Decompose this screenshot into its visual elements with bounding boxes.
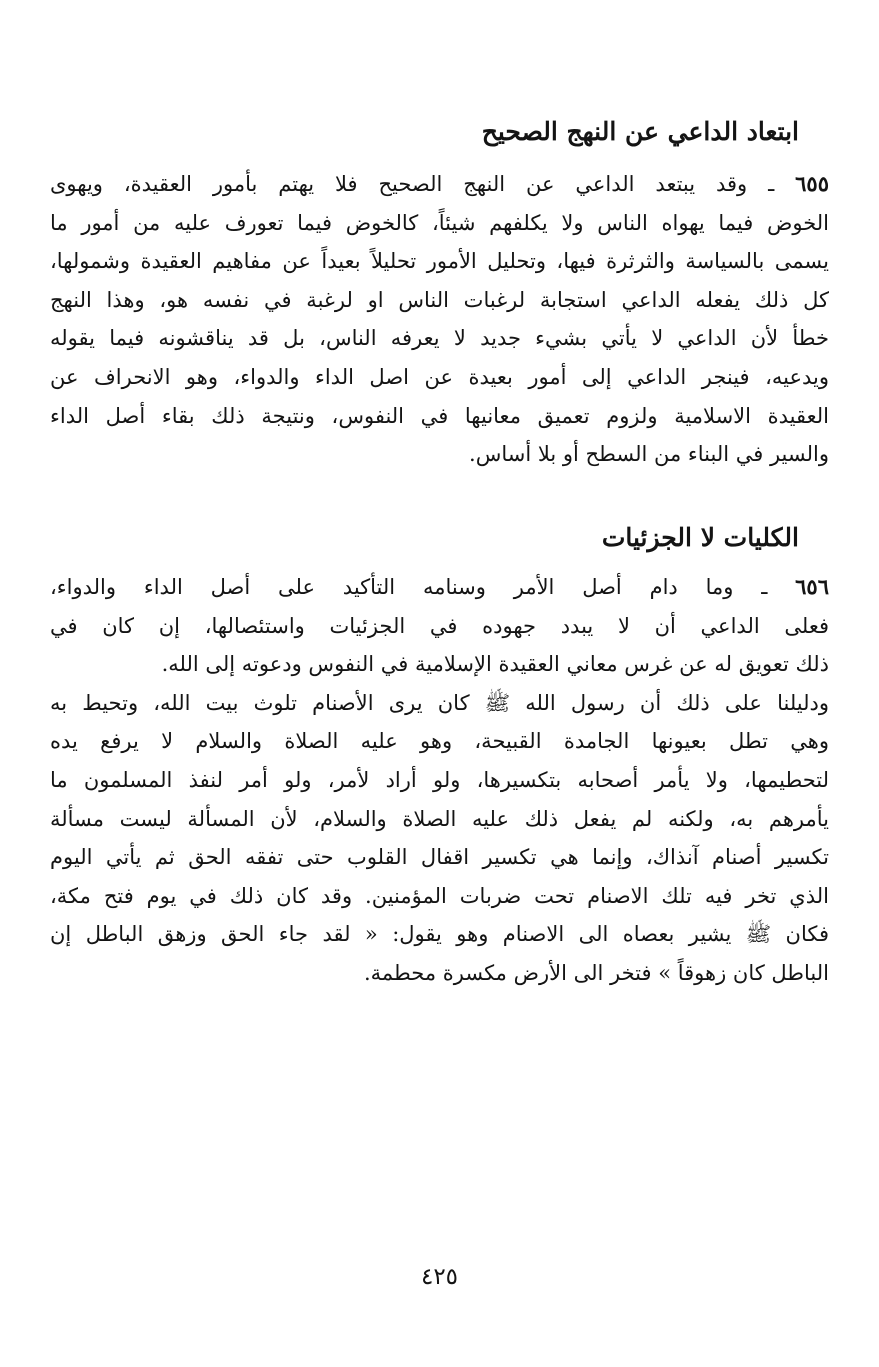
line-text: ـ وقد يبتعد الداعي عن النهج الصحيح فلا يهتم بأمور العقيدة، ويهوى [50,172,796,196]
text-line: كل ذلك يفعله الداعي استجابة لرغبات الناس او لرغبة في نفسه هو، وهذا النهج [50,287,829,312]
text-line: يأمرهم به، ولكنه لم يفعل ذلك عليه الصلاة والسلام، لأن المسألة ليست مسألة [50,806,829,831]
page-number: ٤٢٥ [420,1264,459,1290]
text-line [50,165,829,204]
text-line: تكسير أصنام آنذاك، وإنما هي تكسير اقفال القلوب حتى تفقه الحق ثم يأتي اليوم [50,845,829,870]
text-line: لتحطيمها، ولا يأمر أصحابه بتكسيرها، ولو أراد لأمر، ولو أمر لنفذ المسلمون ما [50,767,829,792]
text-line [50,568,829,607]
line-text: ـ وما دام أصل الأمر وسنامه التأكيد على أصل الداء والدواء، [50,575,796,599]
section-heading: الكليات لا الجزئيات [601,523,799,552]
section-heading: ابتعاد الداعي عن النهج الصحيح [481,117,799,146]
paragraph-655 [50,165,829,474]
text-line: يسمى بالسياسة والثرثرة فيها، وتحليل الأمور تحليلاً بعيداً عن مفاهيم العقيدة وشمولها، [50,249,829,274]
text-line: فكان ﷺ يشير بعصاه الى الاصنام وهو يقول: « لقد جاء الحق وزهق الباطل إن [50,922,829,947]
text-line: الباطل كان زهوقاً » فتخر الى الأرض مكسرة محطمة. [363,960,829,985]
text-line: الذي تخر فيه تلك الاصنام تحت ضربات المؤمنين. وقد كان ذلك في يوم فتح مكة، [50,883,829,908]
paragraph-number: ٦٥٥ [795,171,829,196]
text-line: ودليلنا على ذلك أن رسول الله ﷺ كان يرى الأصنام تلوث بيت الله، وتحيط به [50,690,829,715]
text-line: خطأ لأن الداعي لا يأتي بشيء جديد لا يعرفه الناس، بل قد يناقشونه فيما يقوله [50,326,829,351]
text-line: ويدعيه، فينجر الداعي إلى أمور بعيدة عن اصل الداء والدواء، وهو الانحراف عن [50,364,829,389]
text-line: والسير في البناء من السطح أو بلا أساس. [469,442,829,467]
text-line: وهي تطل بعيونها الجامدة القبيحة، وهو عليه الصلاة والسلام لا يرفع يده [50,729,829,754]
text-line: فعلى الداعي أن لا يبدد جهوده في الجزئيات واستئصالها، إن كان في [50,613,829,638]
paragraph-number: ٦٥٦ [795,574,829,599]
paragraph-656 [50,568,829,993]
text-line: العقيدة الاسلامية ولزوم تعميق معانيها في النفوس، ونتيجة ذلك بقاء أصل الداء [50,403,829,428]
text-line: الخوض فيما يهواه الناس ولا يكلفهم شيئاً، كالخوض فيما تعورف عليه من أمور ما [50,210,829,235]
text-line: ذلك تعويق له عن غرس معاني العقيدة الإسلامية في النفوس ودعوته إلى الله. [161,652,829,677]
